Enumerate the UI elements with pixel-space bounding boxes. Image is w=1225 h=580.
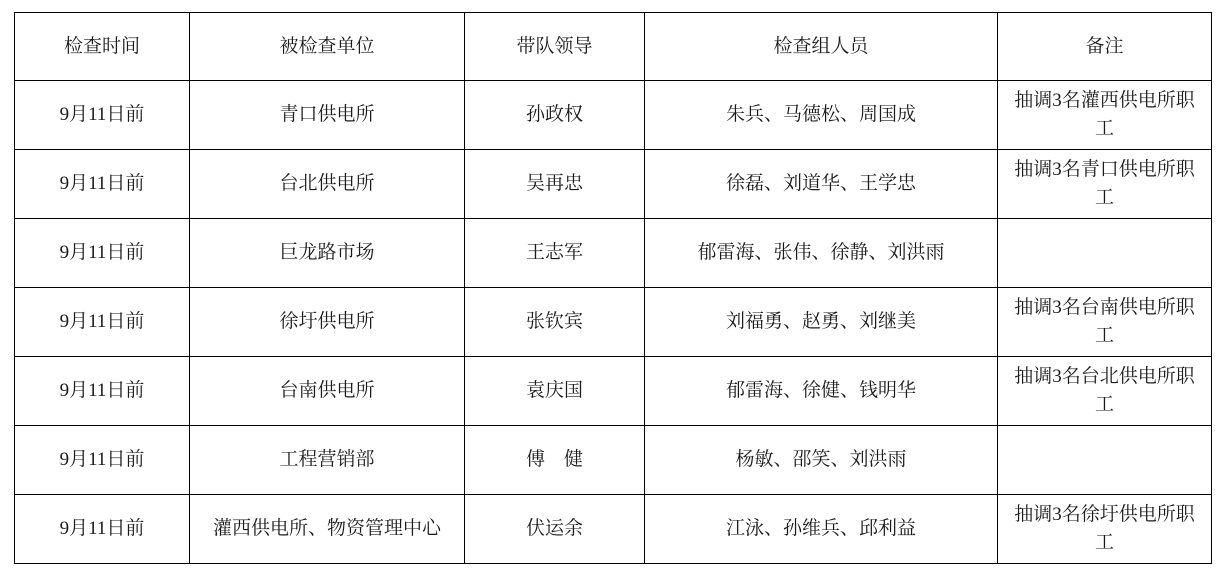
header-unit: 被检查单位 [190,13,465,81]
cell-leader: 吴再忠 [465,150,645,219]
cell-remark: 抽调3名青口供电所职工 [998,150,1212,219]
table-row [15,219,1212,288]
cell-members: 朱兵、马德松、周国成 [645,81,998,150]
table-row [15,81,1212,150]
table-row [15,426,1212,495]
cell-unit: 青口供电所 [190,81,465,150]
cell-leader: 袁庆国 [465,357,645,426]
cell-unit: 台北供电所 [190,150,465,219]
cell-time: 9月11日前 [15,81,190,150]
cell-leader: 张钦宾 [465,288,645,357]
header-leader: 带队领导 [465,13,645,81]
table-header [15,13,1212,81]
header-members: 检查组人员 [645,13,998,81]
cell-remark: 抽调3名灌西供电所职工 [998,81,1212,150]
cell-leader: 孙政权 [465,81,645,150]
cell-time: 9月11日前 [15,288,190,357]
cell-remark: 抽调3名徐圩供电所职工 [998,495,1212,564]
cell-members: 刘福勇、赵勇、刘继美 [645,288,998,357]
cell-leader: 王志军 [465,219,645,288]
header-time: 检查时间 [15,13,190,81]
cell-leader: 傅 健 [465,426,645,495]
table-row [15,495,1212,564]
cell-remark: 抽调3名台南供电所职工 [998,288,1212,357]
cell-time: 9月11日前 [15,150,190,219]
cell-leader: 伏运余 [465,495,645,564]
cell-time: 9月11日前 [15,426,190,495]
cell-members: 郁雷海、张伟、徐静、刘洪雨 [645,219,998,288]
cell-time: 9月11日前 [15,495,190,564]
cell-members: 徐磊、刘道华、王学忠 [645,150,998,219]
header-row [15,13,1212,81]
header-remark: 备注 [998,13,1212,81]
cell-members: 郁雷海、徐健、钱明华 [645,357,998,426]
cell-members: 杨敏、邵笑、刘洪雨 [645,426,998,495]
table-row [15,150,1212,219]
cell-unit: 徐圩供电所 [190,288,465,357]
cell-unit: 灌西供电所、物资管理中心 [190,495,465,564]
cell-unit: 工程营销部 [190,426,465,495]
cell-remark [998,426,1212,495]
cell-unit: 巨龙路市场 [190,219,465,288]
cell-unit: 台南供电所 [190,357,465,426]
cell-remark [998,219,1212,288]
table-row [15,288,1212,357]
cell-time: 9月11日前 [15,357,190,426]
inspection-schedule-table [14,12,1212,564]
table-row [15,357,1212,426]
table-body [15,81,1212,564]
cell-members: 江泳、孙维兵、邱利益 [645,495,998,564]
cell-remark: 抽调3名台北供电所职工 [998,357,1212,426]
cell-time: 9月11日前 [15,219,190,288]
